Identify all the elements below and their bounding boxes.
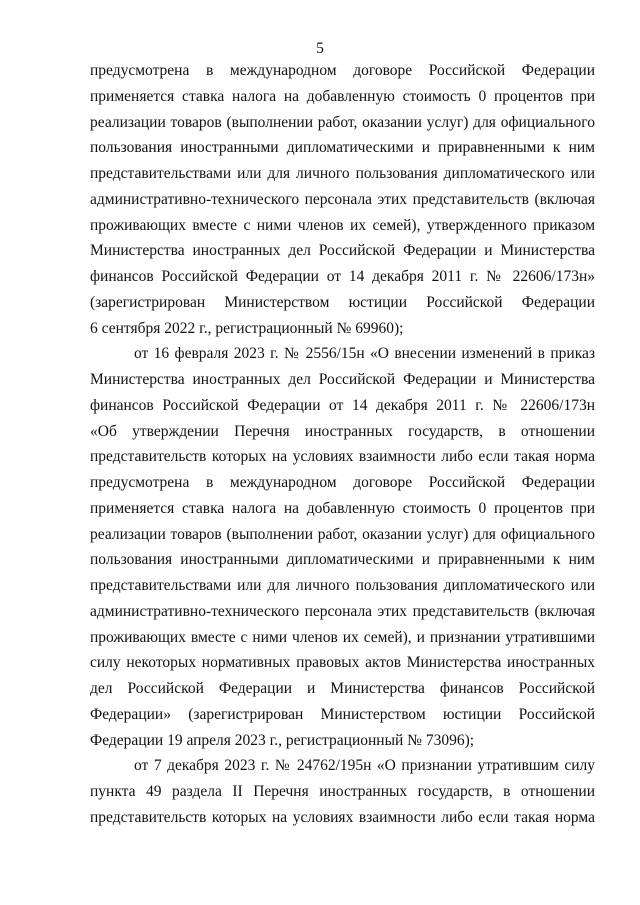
- text-line: Министерства иностранных дел Российской Федерации и Министерства: [90, 371, 595, 388]
- text-line: «Об утверждении Перечня иностранных государств, в отношении: [90, 422, 595, 440]
- text-line: финансов Российской Федерации от 14 декабря 2011 г. № 22606/173н»: [90, 268, 595, 285]
- text-line: реализации товаров (выполнении работ, оказании услуг) для официального: [90, 113, 595, 131]
- text-line: Федерации 19 апреля 2023 г., регистрационный № 73096);: [90, 731, 475, 749]
- text-line: (зарегистрирован Министерством юстиции Российской Федерации: [90, 293, 595, 311]
- text-line: Федерации» (зарегистрирован Министерством юстиции Российской: [90, 705, 595, 723]
- text-line: предусмотрена в международном договоре Российской Федерации: [90, 62, 595, 79]
- text-line: представительств которых на условиях взаимности либо если такая норма: [90, 448, 595, 466]
- page-number: 5: [316, 40, 324, 57]
- text-line: проживающих вместе с ними членов их семей), утвержденного приказом: [90, 216, 595, 234]
- text-line: реализации товаров (выполнении работ, оказании услуг) для официального: [90, 525, 595, 543]
- text-line: проживающих вместе с ними членов их семей), и признании утратившими: [90, 628, 595, 646]
- text-line: предусмотрена в международном договоре Российской Федерации: [90, 474, 595, 491]
- text-line: от 7 декабря 2023 г. № 24762/195н «О признании утратившим силу: [134, 757, 595, 775]
- text-line: представительств которых на условиях взаимности либо если такая норма: [90, 808, 595, 826]
- document-body: [90, 58, 595, 831]
- text-line: силу некоторых нормативных правовых актов Министерства иностранных: [90, 654, 595, 672]
- text-line: Министерства иностранных дел Российской Федерации и Министерства: [90, 242, 595, 260]
- text-line: представительствами или для личного пользования дипломатического или: [90, 577, 595, 594]
- text-line: дел Российской Федерации и Министерства финансов Российской: [90, 680, 595, 697]
- text-line: административно-технического персонала этих представительств (включая: [90, 602, 595, 620]
- text-line: 6 сентября 2022 г., регистрационный № 69960);: [90, 319, 404, 337]
- text-line: применяется ставка налога на добавленную стоимость 0 процентов при: [90, 499, 595, 517]
- text-line: административно-технического персонала этих представительств (включая: [90, 190, 595, 208]
- text-line: пользования иностранными дипломатическими и приравненными к ним: [90, 551, 595, 569]
- text-line: пункта 49 раздела II Перечня иностранных государств, в отношении: [90, 783, 595, 800]
- text-line: финансов Российской Федерации от 14 декабря 2011 г. № 22606/173н: [90, 396, 595, 414]
- text-line: представительствами или для личного пользования дипломатического или: [90, 165, 595, 182]
- text-line: применяется ставка налога на добавленную стоимость 0 процентов при: [90, 87, 595, 105]
- text-line: от 16 февраля 2023 г. № 2556/15н «О внесении изменений в приказ: [134, 345, 595, 363]
- text-line: пользования иностранными дипломатическими и приравненными к ним: [90, 139, 595, 157]
